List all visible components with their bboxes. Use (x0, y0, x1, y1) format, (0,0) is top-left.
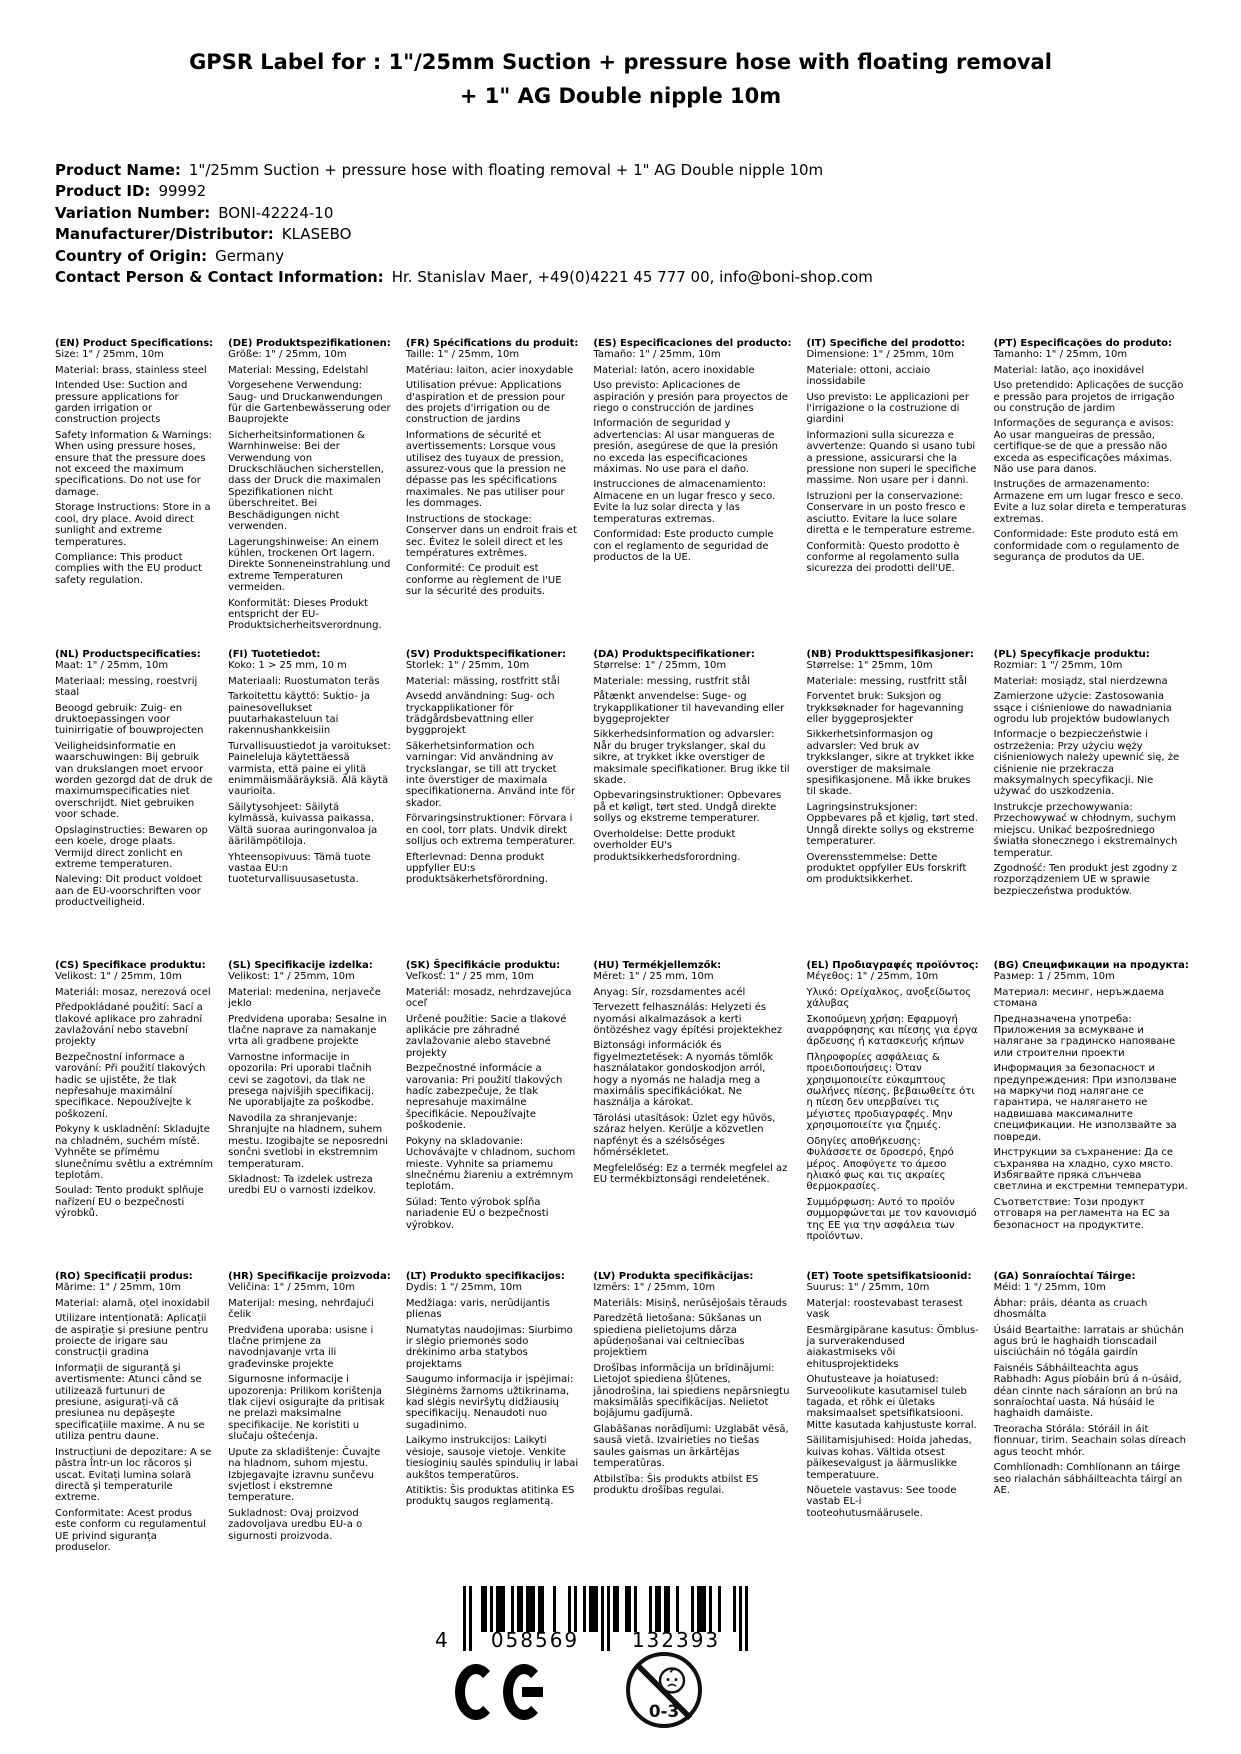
lang-block-paragraph: Información de seguridad y advertencias: Al usar mangueras de presión, asegúrese de que la presión no exceda las especificaciones máximas. No use para el daño. (593, 418, 778, 476)
lang-block-sl (228, 960, 391, 1271)
lang-block-paragraph: Atbilstība: Šis produkts atbilst ES produktu drošības regulai. (593, 1473, 759, 1496)
lang-block-paragraph: Säilytysohjeet: Säilytä kylmässä, kuivassa paikassa. Vältä suoraa auringonvaloa ja äärilämpötiloja. (228, 801, 378, 848)
lang-block-paragraph: Naleving: Dit product voldoet aan de EU-voorschriften voor productveiligheid. (55, 874, 203, 909)
lang-block-heading: (SV) Produktspecifikationer: (405, 649, 567, 660)
lang-block-heading: (HR) Specifikacije proizvoda: (228, 1271, 391, 1282)
lang-block-heading: (LT) Produkto specifikacijos: (405, 1271, 565, 1282)
lang-block-da (593, 649, 791, 960)
product-info-value: BONI-42224-10 (218, 203, 334, 222)
lang-block-paragraph: Vorgesehene Verwendung: Saug- und Druckanwendungen für die Gartenbewässerung oder Bauprojekte (228, 380, 391, 426)
barcode-right-digits: 132393 (631, 1628, 721, 1652)
lang-block-paragraph: Material: medenina, nerjaveče jeklo (228, 986, 381, 1010)
lang-block-paragraph: Medžiaga: varis, nerūdijantis plienas (405, 1297, 550, 1321)
ce-letter-e (503, 1664, 545, 1720)
lang-block-paragraph: Saugumo informacija ir įspėjimai: Slėginėms žarnoms užtikrinama, kad slėgis neviršytų didžiausių specifikacijų. Nenaudoti nuo sugadinimo. (405, 1374, 574, 1431)
lang-block-paragraph: Storlek: 1" / 25mm, 10m (405, 660, 530, 672)
age-warning-label: 0-3 (648, 1701, 680, 1722)
product-info-value: 1"/25mm Suction + pressure hose with floating removal + 1" AG Double nipple 10m (188, 161, 824, 179)
lang-block-paragraph: Comhlíonadh: Comhlíonann an táirge seo rialachán sábháilteachta táirgí an AE. (993, 1462, 1183, 1496)
lang-block-paragraph: Material: brass, stainless steel (55, 364, 207, 376)
lang-block-paragraph: Soulad: Tento produkt splňuje nařízení EU o bezpečnosti výrobků. (55, 1185, 204, 1220)
lang-block-nb (806, 649, 978, 960)
lang-block-heading: (NL) Productspecificaties: (55, 649, 201, 660)
lang-block-lt (406, 1271, 579, 1582)
lang-block-paragraph: Conformidad: Este producto cumple con el reglamento de seguridad de productos de la UE. (593, 529, 774, 563)
lang-block-paragraph: Matériau: laiton, acier inoxydable (405, 364, 574, 376)
lang-block-heading: (DA) Produktspecifikationer: (593, 649, 755, 660)
lang-block-paragraph: Størrelse: 1" 25mm, 10m (806, 660, 933, 672)
barcode-bar (697, 1586, 706, 1632)
baby-mouth (668, 1684, 676, 1686)
lang-block-de (228, 338, 391, 649)
lang-block-heading: (DE) Produktspezifikationen: (228, 338, 391, 349)
lang-block-paragraph: Utilizare intenționată: Aplicații de aspirație și presiune pentru proiecte de irigare sau construcții gradina (55, 1313, 209, 1359)
lang-block-pl (994, 649, 1189, 960)
lang-block-paragraph: Overholdelse: Dette produkt overholder EU's produktsikkerhedsforordning. (593, 828, 741, 863)
lang-block-paragraph: Materiale: messing, rustfritt stål (806, 675, 967, 687)
lang-block-paragraph: Koko: 1 > 25 mm, 10 m (228, 660, 347, 672)
lang-block-paragraph: Μέγεθος: 1" / 25mm, 10m (806, 971, 939, 983)
lang-block-paragraph: Faisnéis Sábháilteachta agus Rabhadh: Agus píobáin brú á n-úsáid, déan cinnte nach sáraíonn an brú na sonraíochtaí uasta. Ná húsáid le haghaidh damáiste. (993, 1362, 1182, 1420)
lang-block-paragraph: Avsedd användning: Sug- och tryckapplikationer för trädgårdsbevattning eller byggprojekt (405, 691, 555, 737)
lang-block-paragraph: Laikymo instrukcijos: Laikyti vėsioje, sausoje vietoje. Venkite tiesioginių saulės spindulių ir labai aukštos temperatūros. (405, 1435, 579, 1481)
barcode-bar (526, 1586, 535, 1632)
lang-block-paragraph: Lagringsinstruksjoner: Oppbevares på et kjølig, tørt sted. Unngå direkte sollys og ekstreme temperaturer. (806, 801, 978, 848)
lang-block-heading: (SL) Specifikacije izdelka: (228, 960, 373, 971)
lang-block-heading: (IT) Specifiche del prodotto: (806, 338, 966, 349)
product-info-label: Contact Person & Contact Information: (55, 268, 384, 287)
lang-block-paragraph: Předpokládané použití: Sací a tlakové aplikace pro zahradní zavlažování nebo stavební projekty (55, 1002, 203, 1048)
lang-block-paragraph: Materijal: mesing, nehrđajući čelik (228, 1297, 374, 1321)
lang-block-paragraph: Istruzioni per la conservazione: Conservare in un posto fresco e asciutto. Evitare la luce solare diretta e le temperature estreme. (806, 490, 975, 537)
lang-block-paragraph: Drošības informācija un brīdinājumi: Lietojot spiediena šļūtenes, jānodrošina, lai spiediens nepārsniegtu maksimālās specifikācijas. Nelietot bojājumu gadījumā. (593, 1362, 790, 1420)
product-info-value: 99992 (158, 182, 207, 201)
lang-block-paragraph: Treoracha Stórála: Stóráil in áit fionnuar, tirim. Seachain solas díreach agus teocht mhór. (993, 1423, 1186, 1458)
lang-block-paragraph: Предназначена употреба: Приложения за всмукване и налягане за градинско напояване или строителни проекти (993, 1013, 1176, 1059)
product-info-value: Hr. Stanislav Maer, +49(0)4221 45 777 00, info@boni-shop.com (391, 268, 873, 287)
lang-block-paragraph: Materiał: mosiądz, stal nierdzewna (993, 675, 1168, 687)
lang-block-paragraph: Dimensione: 1" / 25mm, 10m (806, 349, 955, 361)
lang-block-heading: (EN) Product Specifications: (55, 338, 214, 349)
lang-block-paragraph: Materiale: ottoni, acciaio inossidabile (806, 364, 931, 388)
lang-block-paragraph: Material: latón, acero inoxidable (593, 364, 755, 376)
lang-block-paragraph: Overensstemmelse: Dette produktet oppfyller EUs forskrift om produktsikkerhet. (806, 851, 967, 886)
lang-block-paragraph: Tamanho: 1" / 25mm, 10m (993, 349, 1128, 361)
lang-block-paragraph: Συμμόρφωση: Αυτό το προϊόν συμμορφώνεται με τον κανονισμό της ΕΕ για την ασφάλεια των προϊόντων. (806, 1196, 977, 1242)
lang-block-paragraph: Intended Use: Suction and pressure applications for garden irrigation or construction projects (55, 380, 188, 426)
lang-block-nl (55, 649, 213, 960)
lang-block-paragraph: Instruções de armazenamento: Armazene em um lugar fresco e seco. Evite a luz solar direta e temperaturas extremas. (993, 479, 1187, 525)
lang-block-paragraph: Taille: 1" / 25mm, 10m (405, 349, 520, 361)
lang-block-paragraph: Forventet bruk: Suksjon og trykksøknader for hagevanning eller byggeprosjekter (806, 691, 964, 726)
lang-block-paragraph: Opbevaringsinstruktioner: Opbevares på et køligt, tørt sted. Undgå direkte sollys og ekstreme temperaturer. (593, 790, 782, 825)
lang-block-paragraph: Conformitate: Acest produs este conform cu regulamentul UE privind siguranța produselor. (55, 1507, 206, 1553)
product-info-row (55, 181, 873, 202)
lang-block-paragraph: Instructions de stockage: Conserver dans un endroit frais et sec. Évitez le soleil direct et les températures extrêmes. (405, 513, 577, 559)
barcode-gap (556, 1586, 568, 1632)
product-info-label: Variation Number: (55, 203, 211, 222)
barcode-gap (472, 1586, 481, 1632)
lang-block-paragraph: Megfelelőség: Ez a termék megfelel az EU termékbiztonsági rendeletének. (593, 1162, 788, 1185)
lang-block-paragraph: Yhteensopivuus: Tämä tuote vastaa EU:n tuoteturvallisuusasetusta. (228, 851, 371, 886)
lang-block-lv (593, 1271, 791, 1582)
product-info-row (55, 160, 873, 181)
lang-block-paragraph: Tamaño: 1" / 25mm, 10m (593, 349, 721, 361)
lang-block-heading: (ET) Toote spetsifikatsioonid: (806, 1271, 972, 1282)
ce-letter-c (455, 1664, 497, 1720)
lang-block-heading: (HU) Termékjellemzők: (593, 960, 722, 971)
lang-block-paragraph: Säilitamisjuhised: Hoida jahedas, kuivas kohas. Vältida otsest päikesevalgust ja äärmuslikke temperatuure. (806, 1435, 972, 1481)
lang-block-paragraph: Informazioni sulla sicurezza e avvertenze: Quando si usano tubi a pressione, assicurarsi che la pressione non superi le specifiche massime. Non usare per i danni. (806, 429, 977, 487)
lang-block-paragraph: Σκοπούμενη χρήση: Εφαρμογή αναρρόφησης και πίεσης για έργα άρδευσης ή κατασκευής κήπων (806, 1013, 978, 1048)
product-info-value: Germany (215, 246, 285, 265)
product-info-row (55, 203, 873, 224)
lang-block-paragraph: Size: 1" / 25mm, 10m (55, 349, 164, 361)
lang-block-paragraph: Dydis: 1 "/ 25mm, 10m (405, 1282, 523, 1294)
lang-block-heading: (RO) Specificații produs: (55, 1271, 193, 1282)
lang-block-paragraph: Conformidade: Este produto está em conformidade com o regulamento de segurança de produtos da UE. (993, 529, 1180, 563)
lang-block-paragraph: Veličina: 1" / 25mm, 10m (228, 1282, 355, 1294)
lang-block-paragraph: Veiligheidsinformatie en waarschuwingen: Bij gebruik van drukslangen moet ervoor worden gezorgd dat de druk de maximumspecificaties niet overschrijdt. Niet gebruiken voor schade. (55, 740, 213, 821)
lang-block-paragraph: Информация за безопасност и предупреждения: При използване на маркучи под налягане се гарантира, че налягането не надвишава максималните спецификации. Не използвайте за повреди. (993, 1063, 1177, 1143)
lang-block-paragraph: Maat: 1" / 25mm, 10m (55, 660, 169, 672)
lang-block-bg (994, 960, 1189, 1271)
product-info-label: Country of Origin: (55, 246, 208, 265)
lang-block-paragraph: Nõuetele vastavus: See toode vastab EL-i tooteohutusmäärusele. (806, 1484, 957, 1519)
lang-block-paragraph: Säkerhetsinformation och varningar: Vid användning av tryckslangar, se till att trycket inte överstiger de maximala specifikationerna. Använd inte för skador. (405, 740, 576, 809)
lang-block-paragraph: Eesmärgipärane kasutus: Ömblus- ja surverakendused aiakastmiseks või ehitusprojektideks (806, 1324, 979, 1370)
lang-block-et (806, 1271, 978, 1582)
product-info (55, 160, 873, 288)
barcode-bar (745, 1586, 748, 1651)
lang-block-ga (994, 1271, 1189, 1582)
lang-block-it (806, 338, 978, 649)
lang-block-fi (228, 649, 391, 960)
lang-block-paragraph: Paredzētā lietošana: Sūkšanas un spiediena pielietojums dārza apūdeņošanai vai celtniecības projektiem (593, 1313, 762, 1359)
lang-block-paragraph: Sigurnosne informacije i upozorenja: Prilikom korištenja tlak cijevi osigurajte da pritisak ne prelazi maksimalne specifikacije. Ne koristiti u slučaju oštećenja. (228, 1374, 385, 1443)
lang-block-paragraph: Conformità: Questo prodotto è conforme al regolamento sulla sicurezza dei prodotti dell'UE. (806, 540, 960, 575)
barcode-gap (679, 1586, 691, 1632)
lang-block-paragraph: Turvallisuustiedot ja varoitukset: Paineleluja käytettäessä varmista, että paine ei ylitä enimmäismääräyksiä. Älä käytä vaurioita. (228, 740, 391, 798)
lang-block-paragraph: Velikost: 1" / 25mm, 10m (228, 971, 355, 983)
barcode-gap (721, 1586, 733, 1632)
lang-block-paragraph: Tárolási utasítások: Üzlet egy hűvös, száraz helyen. Kerülje a közvetlen napfényt és a szélsőséges hőmérsékletet. (593, 1112, 776, 1159)
lang-block-pt (994, 338, 1189, 649)
lang-block-paragraph: Informații de siguranță și avertismente: Atunci când se utilizează furtunuri de presiune, asigurați-vă că presiunea nu depășește specificațiile maxime. A nu se utiliza pentru daune. (55, 1362, 205, 1443)
lang-block-paragraph: Safety Information & Warnings: When using pressure hoses, ensure that the pressure does not exceed the maximum specifications. Do not use for damage. (55, 429, 212, 498)
lang-block-paragraph: Instrucciones de almacenamiento: Almacene en un lugar fresco y seco. Evite la luz solar directa y las temperaturas extremas. (593, 479, 776, 525)
lang-block-paragraph: Atitiktis: Šis produktas atitinka ES produktų saugos reglamentą. (405, 1484, 575, 1508)
lang-block-paragraph: Upute za skladištenje: Čuvajte na hladnom, suhom mjestu. Izbjegavajte izravnu sunčevu svjetlost i ekstremne temperature. (228, 1446, 381, 1504)
lang-block-hr (228, 1271, 391, 1582)
lang-block-paragraph: Informations de sécurité et avertissements: Lorsque vous utilisez des tuyaux de pression, assurez-vous que la pression ne dépasse pas les spécifications maximales. Ne pas utiliser pour les dommages. (405, 429, 566, 510)
lang-block-es (593, 338, 791, 649)
lang-block-paragraph: Úsáid Beartaithe: Iarratais ar shúchán agus brú le haghaidh tionscadail uisciúcháin nó tógála gairdín (993, 1324, 1184, 1359)
lang-block-paragraph: Informações de segurança e avisos: Ao usar mangueiras de pressão, certifique-se de que a pressão não exceda as especificações máximas. Não use para danos. (993, 418, 1174, 476)
lang-block-paragraph: Πληροφορίες ασφάλειας & προειδοποιήσεις: Όταν χρησιμοποιείτε εύκαμπτους σωλήνες πίεσης, βεβαιωθείτε ότι η πίεση δεν υπερβαίνει τις μέγιστες προδιαγραφές. Μην χρησιμοποιείτε για ζημιές. (806, 1051, 975, 1132)
lang-block-paragraph: Bezpečnostní informace a varování: Při použití tlakových hadic se ujistěte, že tlak nepřesahuje maximální specifikace. Nepoužívejte k poškození. (55, 1051, 206, 1120)
product-info-row (55, 267, 873, 288)
ce-middle-bar (522, 1687, 543, 1697)
baby-eye-left (667, 1678, 670, 1681)
lang-block-paragraph: Suurus: 1" / 25mm, 10m (806, 1282, 930, 1294)
lang-block-paragraph: Compliance: This product complies with the EU product safety regulation. (55, 551, 203, 586)
lang-block-paragraph: Glabāšanas norādījumi: Uzglabāt vēsā, sausā vietā. Izvairieties no tiešas saules gaismas un ārkārtējas temperatūras. (593, 1423, 789, 1470)
lang-block-paragraph: Größe: 1" / 25mm, 10m (228, 349, 347, 361)
lang-block-paragraph: Predviđena uporaba: usisne i tlačne primjene za navodnjavanje vrta ili građevinske projekte (228, 1324, 374, 1370)
lang-block-heading: (NB) Produkttspesifikasjoner: (806, 649, 974, 660)
barcode-bar (589, 1586, 598, 1632)
lang-block-paragraph: Sicherheitsinformationen & Warnhinweise: Bei der Verwendung von Druckschläuchen sicherstellen, dass der Druck die maximalen Spezifikationen nicht überschreitet. Bei Beschädigungen nicht verwenden. (228, 429, 384, 533)
lang-block-paragraph: Förvaringsinstruktioner: Förvara i en cool, torr plats. Undvik direkt solljus och extrema temperaturer. (405, 813, 576, 848)
lang-block-heading: (FR) Spécifications du produit: (405, 338, 579, 349)
lang-block-paragraph: Material: mässing, rostfritt stål (405, 675, 560, 687)
lang-block-paragraph: Lagerungshinweise: An einem kühlen, trockenen Ort lagern. Direkte Sonneneinstrahlung und extreme Temperaturen vermeiden. (228, 536, 391, 594)
lang-block-paragraph: Opslaginstructies: Bewaren op een koele, droge plaats. Vermijd direct zonlicht en extreme temperaturen. (55, 824, 208, 870)
page-title: GPSR Label for : 1"/25mm Suction + pressure hose with floating removal + 1" AG Double nipple 10m (189, 50, 1052, 108)
lang-block-paragraph: Påtænkt anvendelse: Suge- og trykapplikationer til havevanding eller byggeprojekter (593, 691, 785, 726)
lang-block-paragraph: Rozmiar: 1 "/ 25mm, 10m (993, 660, 1123, 672)
lang-block-paragraph: Biztonsági információk és figyelmeztetések: A nyomás tömlők használatakor gondoskodjon arról, hogy a nyomás ne haladja meg a maximális specifikációkat. Ne használja a károkat. (593, 1040, 773, 1109)
lang-block-paragraph: Размер: 1 / 25mm, 10m (993, 971, 1115, 983)
lang-block-paragraph: Tervezett felhasználás: Helyzeti és nyomási alkalmazások a kerti öntözéshez vagy építési projektekhez (593, 1002, 783, 1037)
lang-block-paragraph: Uso previsto: Aplicaciones de aspiración y presión para proyectos de riego o construcción de jardines (593, 380, 788, 415)
lang-block-paragraph: Mărime: 1" / 25mm, 10m (55, 1282, 181, 1294)
product-info-row (55, 246, 873, 267)
lang-block-heading: (FI) Tuotetiedot: (228, 649, 321, 660)
product-info-label: Product Name: (55, 161, 181, 179)
lang-block-paragraph: Predvidena uporaba: Sesalne in tlačne naprave za namakanje vrta ali gradbene projekte (228, 1013, 387, 1048)
lang-block-paragraph: Pokyny k uskladnění: Skladujte na chladném, suchém místě. Vyhněte se přímému slunečnímu světlu a extrémním teplotám. (55, 1124, 213, 1181)
lang-block-paragraph: Materiál: mosadz, nehrdzavejúca oceľ (405, 986, 572, 1010)
barcode-prefix-digit: 4 (435, 1628, 448, 1652)
lang-block-paragraph: Určené použitie: Sacie a tlakové aplikácie pre záhradné zavlažovanie alebo stavebné projekty (405, 1013, 567, 1059)
lang-block-paragraph: Instrucțiuni de depozitare: A se păstra într-un loc răcoros și uscat. Evitați lumina solară directă și temperaturile extreme. (55, 1446, 212, 1504)
lang-block-paragraph: Varnostne informacije in opozorila: Pri uporabi tlačnih cevi se zagotovi, da tlak ne presega najvišjih specifikacij. Ne uporabljajte za poškodbe. (228, 1051, 375, 1109)
lang-block-paragraph: Sikkerhedsinformation og advarsler: Når du bruger trykslanger, skal du sikre, at trykket ikke overstiger de maksimale specifikationer. Brug ikke til skade. (593, 729, 790, 787)
lang-block-heading: (PT) Especificações do produto: (993, 338, 1172, 349)
baby-eye-right (675, 1678, 678, 1681)
lang-block-paragraph: Sukladnost: Ovaj proizvod zadovoljava uredbu EU-a o sigurnosti proizvoda. (228, 1507, 363, 1542)
product-info-row (55, 224, 873, 245)
barcode-gap (637, 1586, 649, 1632)
lang-block-paragraph: Beoogd gebruik: Zuig- en druktoepassingen voor tuinirrigatie of bouwprojecten (55, 702, 204, 737)
lang-block-paragraph: Uso pretendido: Aplicações de sucção e pressão para projetos de irrigação ou construção de jardim (993, 380, 1184, 415)
lang-block-paragraph: Izmērs: 1" / 25mm, 10m (593, 1282, 716, 1294)
product-info-label: Product ID: (55, 182, 151, 201)
lang-block-paragraph: Pokyny na skladovanie: Uchovávajte v chladnom, suchom mieste. Vyhnite sa priamemu slnečnému žiareniu a extrémnym teplotám. (405, 1135, 576, 1193)
lang-block-paragraph: Efterlevnad: Denna produkt uppfyller EU:s produktsäkerhetsförordning. (405, 851, 548, 886)
lang-block-paragraph: Numatytas naudojimas: Siurbimo ir slėgio priemonės sodo drėkinimo arba statybos projektams (405, 1324, 573, 1370)
lang-block-paragraph: Størrelse: 1" / 25mm, 10m (593, 660, 727, 672)
lang-block-en (55, 338, 213, 649)
lang-block-heading: (BG) Спецификации на продукта: (993, 960, 1189, 971)
lang-block-paragraph: Materiál: mosaz, nerezová ocel (55, 986, 211, 998)
age-warning-icon (624, 1650, 704, 1730)
lang-block-paragraph: Инструкции за съхранение: Да се съхранява на хладно, сухо място. Избягвайте пряка слънчева светлина и екстремни температури. (993, 1147, 1188, 1193)
lang-block-paragraph: Zgodność: Ten produkt jest zgodny z rozporządzeniem UE w sprawie bezpieczeństwa produktów. (993, 862, 1178, 897)
language-grid (55, 338, 1187, 1582)
barcode-left-digits: 058569 (490, 1628, 580, 1652)
lang-block-paragraph: Veľkosť: 1" / 25 mm, 10m (405, 971, 534, 983)
lang-block-paragraph: Instrukcje przechowywania: Przechowywać w chłodnym, suchym miejscu. Unikać bezpośredniego światła słonecznego i ekstremalnych temperatur. (993, 801, 1178, 859)
lang-block-paragraph: Utilisation prévue: Applications d'aspiration et de pression pour des projets d'irrigation ou de construction de jardins (405, 380, 566, 426)
ce-mark (455, 1664, 545, 1720)
lang-block-paragraph: Informacje o bezpieczeństwie i ostrzeżenia: Przy użyciu węży ciśnieniowych należy upewnić się, że ciśnienie nie przekracza maksymalnych specyfikacji. Nie używać do uszkodzenia. (993, 729, 1180, 798)
lang-block-paragraph: Méid: 1 "/ 25mm, 10m (993, 1282, 1106, 1294)
ean-barcode (435, 1586, 748, 1656)
lang-block-paragraph: Materiale: messing, rustfrit stål (593, 675, 750, 687)
lang-block-paragraph: Conformité: Ce produit est conforme au règlement de l'UE sur la sécurité des produits. (405, 563, 562, 598)
lang-block-paragraph: Materiaali: Ruostumaton teräs (228, 675, 380, 687)
lang-block-paragraph: Anyag: Sír, rozsdamentes acél (593, 986, 746, 998)
lang-block-paragraph: Material: latão, aço inoxidável (993, 364, 1145, 376)
product-info-value: KLASEBO (281, 225, 352, 244)
lang-block-hu (593, 960, 791, 1271)
lang-block-heading: (ES) Especificaciones del producto: (593, 338, 792, 349)
lang-block-heading: (CS) Specifikace produktu: (55, 960, 206, 971)
lang-block-paragraph: Navodila za shranjevanje: Shranjujte na hladnem, suhem mestu. Izogibajte se neposredni sončni svetlobi in ekstremnim temperaturam. (228, 1112, 389, 1170)
baby-hair-curl (670, 1669, 676, 1672)
lang-block-paragraph: Sikkerhetsinformasjon og advarsler: Ved bruk av trykkslanger, sikre at trykket ikke overstiger de maksimale spesifikasjonene. Må ikke brukes til skade. (806, 729, 975, 798)
lang-block-heading: (PL) Specyfikacje produktu: (993, 649, 1150, 660)
lang-block-heading: (EL) Προδιαγραφές προϊόντος: (806, 960, 979, 971)
lang-block-heading: (SK) Špecifikácie produktu: (405, 960, 561, 971)
lang-block-paragraph: Zamierzone użycie: Zastosowania ssące i ciśnieniowe do nawadniania ogrodu lub projektów budowlanych (993, 691, 1172, 726)
lang-block-paragraph: Uso previsto: Le applicazioni per l'irrigazione o la costruzione di giardini (806, 391, 969, 426)
lang-block-paragraph: Υλικό: Ορείχαλκος, ανοξείδωτος χάλυβας (806, 986, 972, 1010)
lang-block-paragraph: Konformität: Dieses Produkt entspricht der EU-Produktsicherheitsverordnung. (228, 597, 382, 632)
lang-block-paragraph: Ohutusteave ja hoiatused: Surveoolikute kasutamisel tuleb tagada, et rõhk ei ületaks maksimaalset spetsifikatsiooni. Mitte kasutada kahjustuste korral. (806, 1374, 977, 1431)
lang-block-paragraph: Súlad: Tento výrobok spĺňa nariadenie EÚ o bezpečnosti výrobkov. (405, 1196, 549, 1231)
lang-block-el (806, 960, 978, 1271)
lang-block-paragraph: Méret: 1" / 25 mm, 10m (593, 971, 714, 983)
lang-block-fr (406, 338, 579, 649)
lang-block-sk (406, 960, 579, 1271)
lang-block-paragraph: Materjal: roostevabast terasest vask (806, 1297, 963, 1321)
lang-block-paragraph: Bezpečnostné informácie a varovania: Pri použití tlakových hadíc zabezpečuje, že tlak nepresahuje maximálne špecifikácie. Nepoužívajte poškodenie. (405, 1063, 563, 1132)
lang-block-paragraph: Velikost: 1" / 25mm, 10m (55, 971, 182, 983)
lang-block-paragraph: Οδηγίες αποθήκευσης: Φυλάσσετε σε δροσερό, ξηρό μέρος. Αποφύγετε το άμεσο ηλιακό φως και τις ακραίες θερμοκρασίες. (806, 1135, 954, 1193)
lang-block-paragraph: Съответствие: Този продукт отговаря на регламента на ЕС за безопасност на продуктите. (993, 1196, 1170, 1231)
lang-block-paragraph: Material: alamă, oțel inoxidabil (55, 1297, 210, 1309)
lang-block-paragraph: Материал: месинг, неръждаема стомана (993, 986, 1165, 1010)
barcode-bar (496, 1586, 505, 1632)
lang-block-paragraph: Ábhar: práis, déanta as cruach dhosmálta (993, 1297, 1148, 1321)
product-info-label: Manufacturer/Distributor: (55, 225, 274, 244)
lang-block-heading: (GA) Sonraíochtaí Táirge: (993, 1271, 1136, 1282)
lang-block-paragraph: Skladnost: Ta izdelek ustreza uredbi EU o varnosti izdelkov. (228, 1173, 377, 1197)
lang-block-paragraph: Materiāls: Misiņš, nerūsējošais tērauds (593, 1297, 787, 1309)
lang-block-ro (55, 1271, 213, 1582)
lang-block-paragraph: Material: Messing, Edelstahl (228, 364, 369, 376)
barcode-gap (544, 1586, 553, 1632)
lang-block-paragraph: Materiaal: messing, roestvrij staal (55, 675, 198, 699)
lang-block-paragraph: Storage Instructions: Store in a cool, dry place. Avoid direct sunlight and extreme temperatures. (55, 502, 211, 548)
lang-block-sv (406, 649, 579, 960)
lang-block-heading: (LV) Produkta specifikācijas: (593, 1271, 754, 1282)
lang-block-paragraph: Tarkoitettu käyttö: Suktio- ja painesovellukset puutarhakasteluun tai rakennushankkeisiin (228, 691, 370, 737)
lang-block-cs (55, 960, 213, 1271)
